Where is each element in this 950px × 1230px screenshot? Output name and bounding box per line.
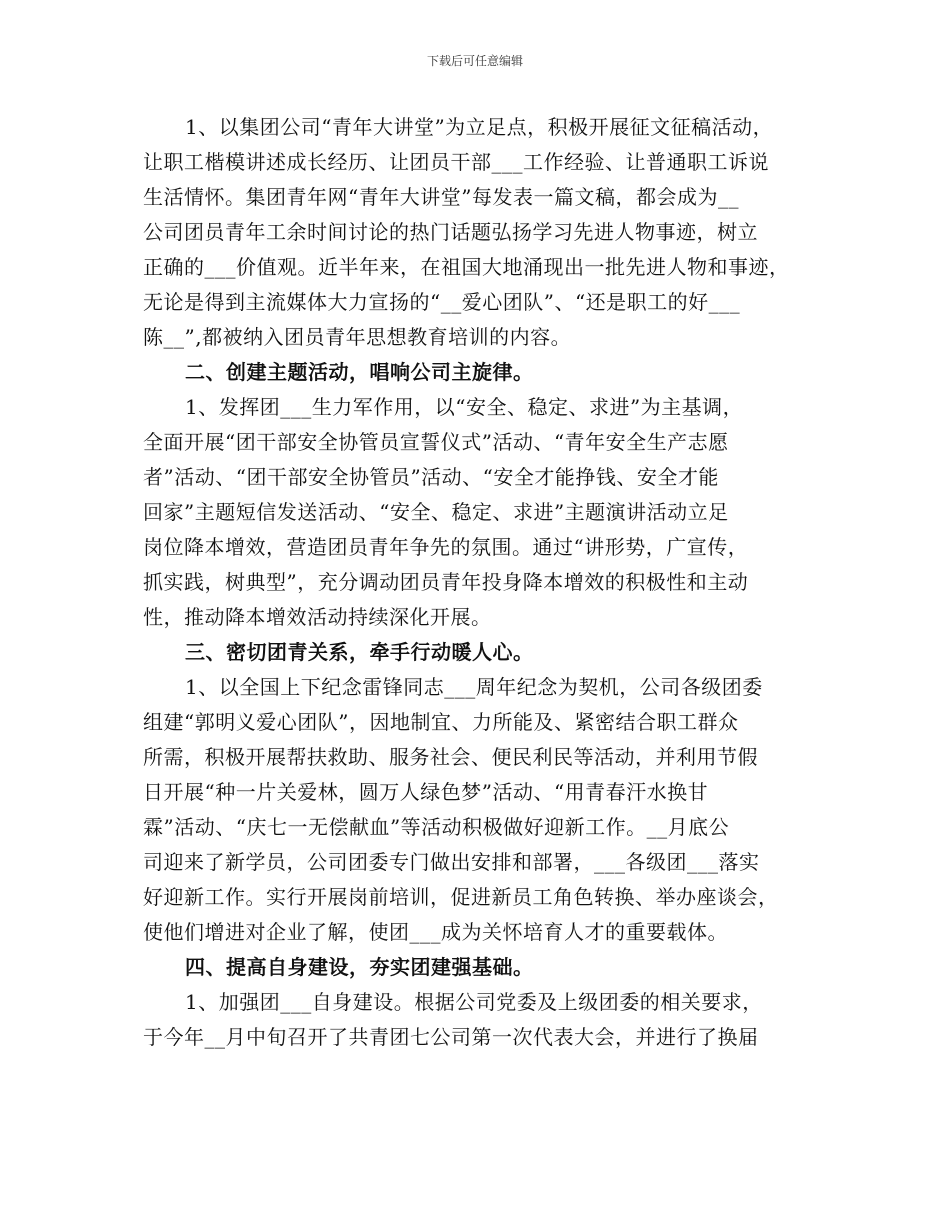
paragraph-line: 1、发挥团___生力军作用，以“安全、稳定、求进”为主基调， (185, 395, 744, 419)
paragraph-line: 抓实践，树典型”，充分调动团员青年投身降本增效的积极性和主动 (143, 570, 749, 594)
paragraph-line: 组建“郭明义爱心团队”，因地制宜、力所能及、紧密结合职工群众 (143, 710, 739, 734)
paragraph-line: 1、加强团___自身建设。根据公司党委及上级团委的相关要求， (185, 990, 763, 1014)
paragraph-line: 让职工楷模讲述成长经历、让团员干部___工作经验、让普通职工诉说 (143, 150, 769, 174)
paragraph-line: 者”活动、“团干部安全协管员”活动、“安全才能挣钱、安全才能 (143, 465, 719, 489)
paragraph-line: 使他们增进对企业了解，使团___成为关怀培育人才的重要载体。 (143, 920, 728, 944)
page-header: 下载后可任意编辑 (426, 54, 523, 68)
paragraph-line: 无论是得到主流媒体大力宣扬的“__爱心团队”、“还是职工的好___ (143, 290, 741, 314)
paragraph-line: 公司团员青年工余时间讨论的热门话题弘扬学习先进人物事迹，树立 (143, 220, 758, 244)
document-body (143, 110, 823, 1055)
paragraph-line: 陈__”,都被纳入团员青年思想教育培训的内容。 (143, 325, 572, 349)
paragraph-line: 于今年__月中旬召开了共青团七公司第一次代表大会，并进行了换届 (143, 1025, 759, 1049)
paragraph-line: 1、以全国上下纪念雷锋同志___周年纪念为契机，公司各级团委 (185, 675, 763, 699)
paragraph-line: 司迎来了新学员，公司团委专门做出安排和部署，___各级团___落实 (143, 850, 760, 874)
paragraph-line: 全面开展“团干部安全协管员宣誓仪式”活动、“青年安全生产志愿 (143, 430, 729, 454)
paragraph-line: 回家”主题短信发送活动、“安全、稳定、求进”主题演讲活动立足 (143, 500, 729, 524)
paragraph-line: 1、以集团公司“青年大讲堂”为立足点，积极开展征文征稿活动， (185, 115, 774, 139)
paragraph-line: 好迎新工作。实行开展岗前培训，促进新员工角色转换、举办座谈会， (143, 885, 779, 909)
paragraph-line: 日开展“种一片关爱林，圆万人绿色梦”活动、“用青春汗水换甘 (143, 780, 709, 804)
section-heading: 四、提高自身建设，夯实团建强基础。 (185, 955, 534, 979)
section-heading: 二、创建主题活动，唱响公司主旋律。 (185, 360, 534, 384)
paragraph-line: 岗位降本增效，营造团员青年争先的氛围。通过“讲形势，广宣传， (143, 535, 749, 559)
paragraph-line: 正确的___价值观。近半年来，在祖国大地涌现出一批先进人物和事迹， (143, 255, 790, 279)
paragraph-line: 性，推动降本增效活动持续深化开展。 (143, 605, 492, 629)
section-heading: 三、密切团青关系，牵手行动暖人心。 (185, 640, 534, 664)
paragraph-line: 生活情怀。集团青年网“青年大讲堂”每发表一篇文稿，都会成为__ (143, 185, 739, 209)
paragraph-line: 霖”活动、“庆七一无偿献血”等活动积极做好迎新工作。__月底公 (143, 815, 730, 839)
paragraph-line: 所需，积极开展帮扶救助、服务社会、便民利民等活动，并利用节假 (143, 745, 758, 769)
